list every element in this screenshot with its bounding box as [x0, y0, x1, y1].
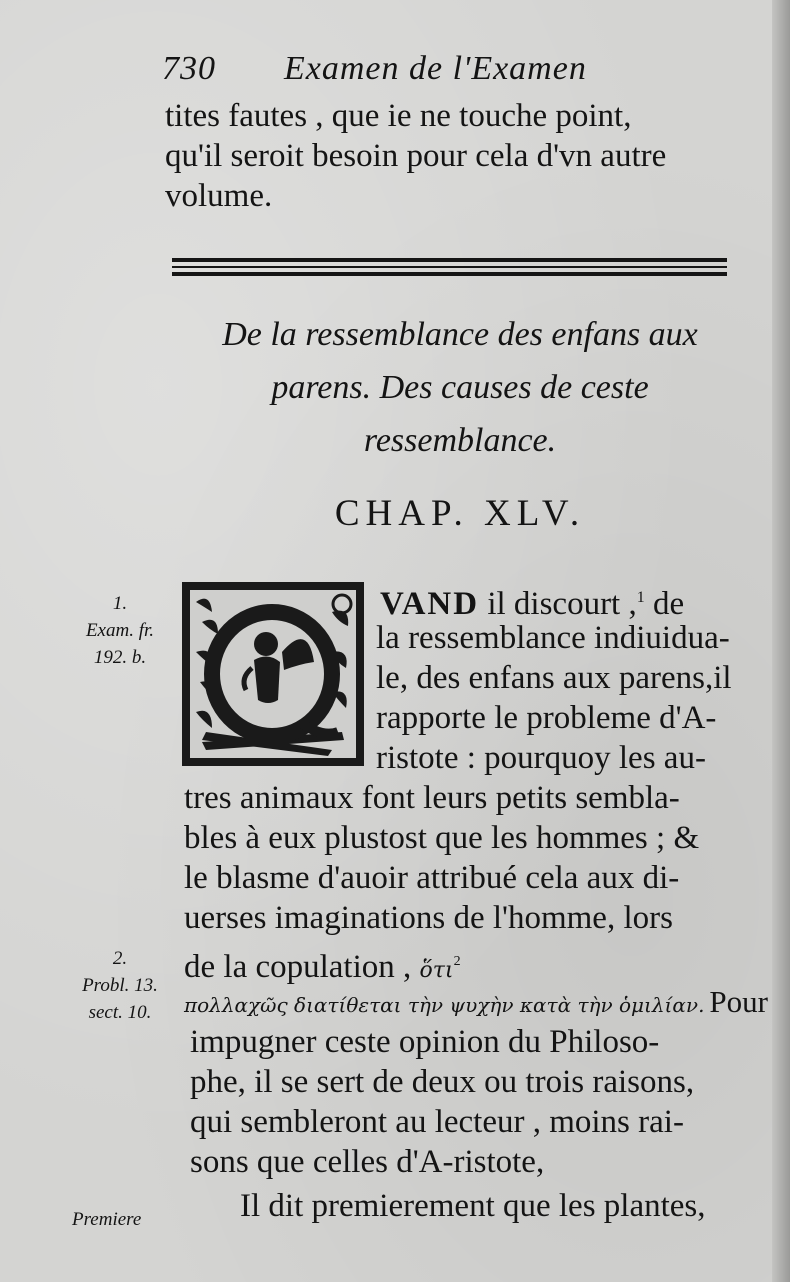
text-line: tres animaux font leurs petits sembla- [184, 780, 680, 816]
rule-line [172, 272, 727, 276]
greek-text: πολλαχῶς διατίθεται τὴν ψυχὴν κατὰ τὴν ὁμιλίαν. [184, 993, 705, 1017]
margin-note-text: Probl. 13. [82, 975, 158, 996]
running-header [162, 50, 722, 90]
text-line: phe, il se sert de deux ou trois raisons, [190, 1064, 695, 1100]
text-line: bles à eux plustost que les hommes ; & [184, 820, 700, 856]
greek-text: ὅτι [419, 958, 454, 983]
heading-line: De la ressemblance des enfans aux [222, 316, 698, 353]
text-line: rapporte le probleme d'A- [376, 700, 717, 736]
page-edge [772, 0, 790, 1282]
note-marker: 1 [636, 589, 645, 606]
text-span: Pour [709, 984, 768, 1019]
text-span: il discourt , [479, 586, 637, 622]
text-line: sons que celles d'A-ristote, [190, 1144, 545, 1180]
chapter-heading [170, 308, 750, 467]
opening-word: VAND [380, 586, 480, 622]
text-line: Il dit premierement que les plantes, [240, 1188, 706, 1224]
chapter-number: CHAP. XLV. [334, 493, 586, 534]
text-line: le, des enfans aux parens,il [376, 660, 732, 696]
margin-note-number: 1. [112, 593, 128, 614]
heading-line: ressemblance. [363, 422, 557, 459]
heading-line: parens. Des causes de ceste [271, 369, 649, 406]
margin-note [60, 590, 180, 671]
text-line: uerses imaginations de l'homme, lors [184, 900, 673, 936]
section-rule [172, 252, 727, 280]
text-line: volume. [165, 178, 273, 214]
text-span: de [644, 586, 685, 622]
margin-note-text: Exam. fr. [85, 620, 155, 641]
margin-note [55, 945, 185, 1026]
text-line: ristote : pourquoy les au- [376, 740, 706, 776]
text-line [184, 982, 768, 1026]
text-line: le blasme d'auoir attribué cela aux di- [184, 860, 680, 896]
text-line: qui sembleront au lecteur , moins rai- [190, 1104, 684, 1140]
catchword: Premiere [72, 1209, 142, 1230]
rule-line [172, 258, 727, 262]
text-line: tites fautes , que ie ne touche point, [165, 98, 632, 134]
margin-note-text: sect. 10. [88, 1002, 152, 1023]
text-span: de la copulation , [184, 949, 412, 985]
margin-note-number: 2. [112, 948, 128, 969]
margin-note-text: 192. b. [93, 647, 147, 668]
running-title: Examen de l'Examen [284, 50, 587, 87]
text-line: impugner ceste opinion du Philoso- [190, 1024, 660, 1060]
page-number: 730 [162, 50, 216, 87]
rule-line [172, 266, 727, 268]
ornamental-initial-q-icon [182, 582, 364, 766]
note-marker: 2 [453, 954, 461, 969]
text-line: la ressemblance indiuidua- [376, 620, 730, 656]
text-line: qu'il seroit besoin pour cela d'vn autre [165, 138, 667, 174]
